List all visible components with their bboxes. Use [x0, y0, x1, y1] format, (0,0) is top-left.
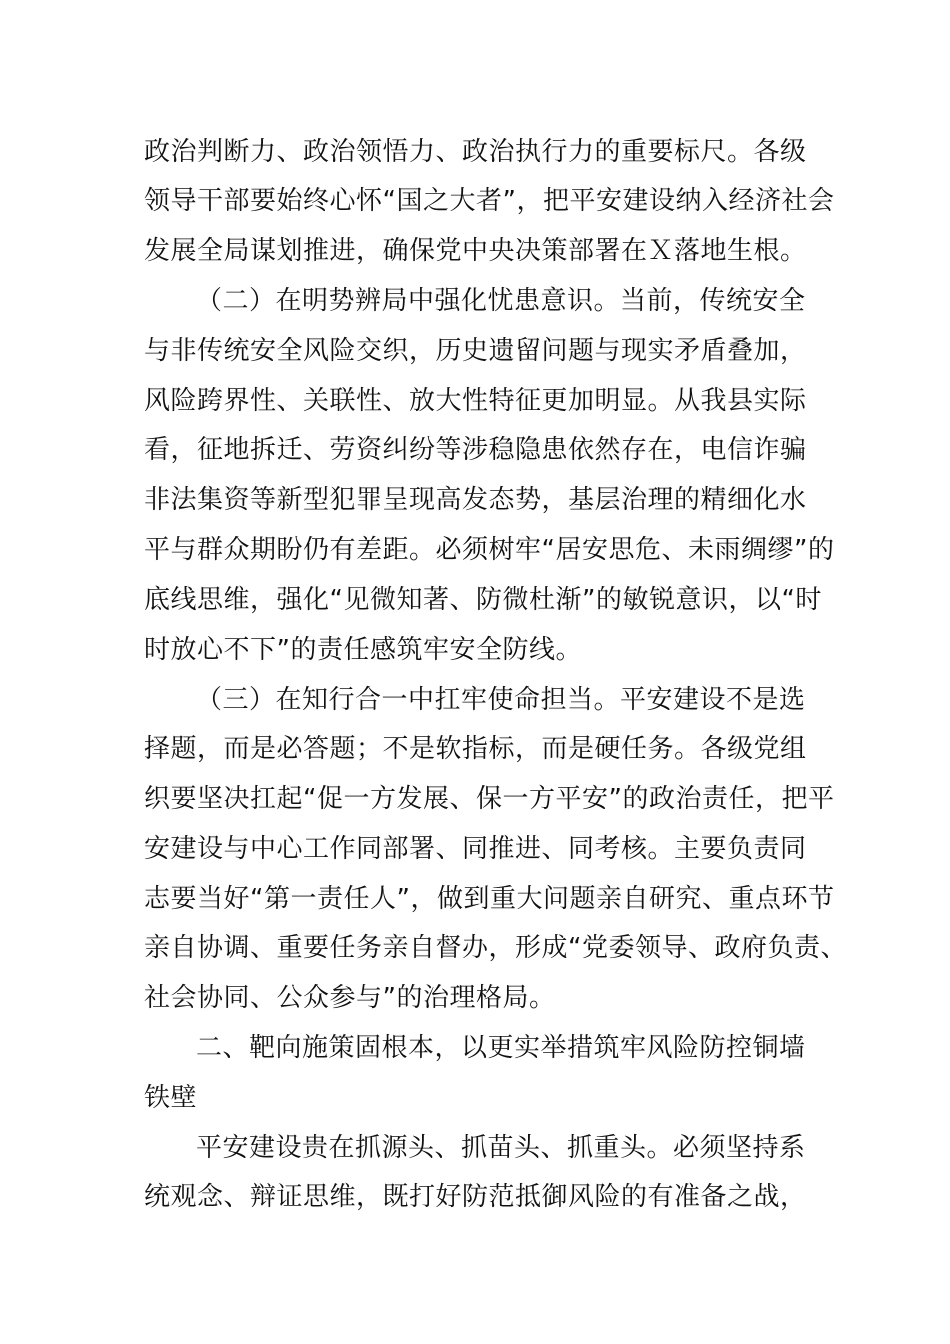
text-line: 看，征地拆迁、劳资纠纷等涉稳隐患依然存在，电信诈骗 — [144, 435, 807, 465]
text-line: （二）在明势辨局中强化忧患意识。当前，传统安全 — [196, 286, 806, 316]
text-line: （三）在知行合一中扛牢使命担当。平安建设不是选 — [196, 685, 806, 715]
text-line: 亲自协调、重要任务亲自督办，形成“党委领导、政府负责、 — [144, 933, 847, 963]
section-heading: 二、靶向施策固根本，以更实举措筑牢风险防控铜墙 — [196, 1033, 806, 1063]
text-line: 织要坚决扛起“促一方发展、保一方平安”的政治责任，把平 — [144, 784, 835, 814]
text-line: 平与群众期盼仍有差距。必须树牢“居安思危、未雨绸缪”的 — [144, 535, 835, 565]
text-line: 底线思维，强化“见微知著、防微杜渐”的敏锐意识，以“时 — [144, 585, 822, 615]
text-line: 风险跨界性、关联性、放大性特征更加明显。从我县实际 — [144, 386, 807, 416]
section-heading: 铁壁 — [144, 1083, 198, 1113]
text-line: 领导干部要始终心怀“国之大者”，把平安建设纳入经济社会 — [144, 186, 835, 216]
text-line: 非法集资等新型犯罪呈现高发态势，基层治理的精细化水 — [144, 485, 807, 515]
text-line: 统观念、辩证思维，既打好防范抵御风险的有准备之战， — [144, 1182, 807, 1212]
text-line: 志要当好“第一责任人”，做到重大问题亲自研究、重点环节 — [144, 884, 835, 914]
text-line: 安建设与中心工作同部署、同推进、同考核。主要负责同 — [144, 834, 807, 864]
text-line: 发展全局谋划推进，确保党中央决策部署在Ｘ落地生根。 — [144, 236, 807, 266]
text-line: 社会协同、公众参与”的治理格局。 — [144, 983, 556, 1013]
text-line: 择题，而是必答题；不是软指标，而是硬任务。各级党组 — [144, 734, 807, 764]
text-line: 时放心不下”的责任感筑牢安全防线。 — [144, 635, 582, 665]
text-line: 政治判断力、政治领悟力、政治执行力的重要标尺。各级 — [144, 137, 807, 167]
text-line: 与非传统安全风险交织，历史遗留问题与现实矛盾叠加， — [144, 336, 807, 366]
text-line: 平安建设贵在抓源头、抓苗头、抓重头。必须坚持系 — [196, 1133, 806, 1163]
